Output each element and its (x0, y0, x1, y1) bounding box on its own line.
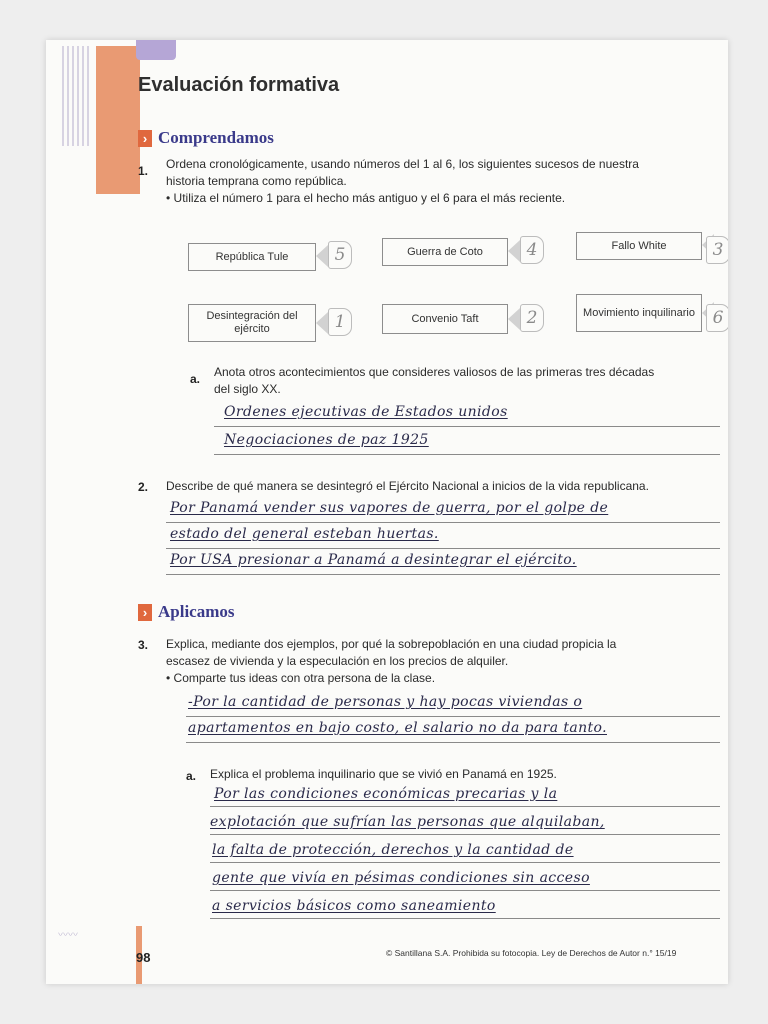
order-number-box[interactable]: 4 (520, 236, 544, 264)
question-number: 2. (138, 480, 149, 494)
handwritten-answer[interactable]: Por las condiciones económicas precarias y la (214, 786, 558, 802)
copyright-footer: © Santillana S.A. Prohibida su fotocopia. Ley de Derechos de Autor n.° 15/19 (386, 948, 677, 958)
margin-stripes (62, 46, 92, 146)
subquestion-letter: a. (190, 372, 201, 386)
bullet-item: • Comparte tus ideas con otra persona de la clase. (166, 671, 436, 685)
textbook-page (46, 40, 728, 984)
order-number-box[interactable]: 3 (706, 236, 728, 264)
page-number: 98 (136, 950, 151, 965)
answer-line (214, 426, 720, 427)
order-number-box[interactable]: 5 (328, 241, 352, 269)
answer-line (210, 834, 720, 835)
handwritten-answer[interactable]: Por Panamá vender sus vapores de guerra, por el golpe de (170, 500, 609, 516)
answer-line (210, 890, 720, 891)
question-number: 3. (138, 638, 149, 652)
handwritten-answer[interactable]: Por USA presionar a Panamá a desintegrar el ejército. (170, 552, 577, 568)
event-card: Fallo White (576, 232, 702, 260)
handwritten-answer[interactable]: -Por la cantidad de personas y hay pocas viviendas o (188, 694, 583, 710)
answer-line (210, 918, 720, 919)
answer-line (210, 862, 720, 863)
answer-line (210, 806, 720, 807)
arrow-left-icon (316, 312, 328, 334)
chevron-right-icon: › (138, 130, 152, 147)
question-text-line: Ordena cronológicamente, usando números del 1 al 6, los siguientes sucesos de nuestra (166, 157, 639, 171)
answer-line (166, 548, 720, 549)
chevron-right-icon: › (138, 604, 152, 621)
section-label: Aplicamos (158, 602, 235, 621)
question-text-line: Describe de qué manera se desintegró el Ejército Nacional a inicios de la vida republicana. (166, 479, 649, 493)
orange-tab (96, 46, 140, 194)
event-card: Movimiento inquilinario (576, 294, 702, 332)
order-number-box[interactable]: 2 (520, 304, 544, 332)
event-card: Guerra de Coto (382, 238, 508, 266)
event-card: República Tule (188, 243, 316, 271)
handwritten-answer[interactable]: Negociaciones de paz 1925 (224, 432, 429, 448)
answer-line (186, 742, 720, 743)
arrow-left-icon (508, 308, 520, 330)
arrow-left-icon (508, 240, 520, 262)
question-text-line: historia temprana como república. (166, 174, 347, 188)
question-text-line: Anota otros acontecimientos que consideres valiosos de las primeras tres décadas (214, 365, 655, 379)
handwritten-answer[interactable]: gente que vivía en pésimas condiciones sin acceso (212, 870, 590, 886)
section-comprendamos (138, 128, 274, 148)
bullet-item: • Utiliza el número 1 para el hecho más antiguo y el 6 para el más reciente. (166, 191, 566, 205)
arrow-left-icon (316, 245, 328, 267)
question-text-line: escasez de vivienda y la especulación en los precios de alquiler. (166, 654, 509, 668)
decorative-squiggle: 〰〰 (58, 930, 78, 941)
question-text-line: del siglo XX. (214, 382, 281, 396)
handwritten-answer[interactable]: apartamentos en bajo costo, el salario no da para tanto. (188, 720, 607, 736)
answer-line (186, 716, 720, 717)
handwritten-answer[interactable]: Ordenes ejecutivas de Estados unidos (224, 404, 508, 420)
answer-line (214, 454, 720, 455)
section-aplicamos (138, 602, 235, 622)
bullet-text: Utiliza el número 1 para el hecho más antiguo y el 6 para el más reciente. (173, 191, 566, 205)
purple-tab (136, 40, 176, 60)
question-text-line: Explica el problema inquilinario que se vivió en Panamá en 1925. (210, 767, 557, 781)
answer-line (166, 522, 720, 523)
answer-line (166, 574, 720, 575)
page-title: Evaluación formativa (138, 74, 340, 96)
handwritten-answer[interactable]: a servicios básicos como saneamiento (212, 898, 496, 914)
event-card: Convenio Taft (382, 304, 508, 334)
handwritten-answer[interactable]: explotación que sufrían las personas que alquilaban, (210, 814, 605, 830)
order-number-box[interactable]: 6 (706, 304, 728, 332)
handwritten-answer[interactable]: estado del general esteban huertas. (170, 526, 439, 542)
handwritten-answer[interactable]: la falta de protección, derechos y la cantidad de (212, 842, 574, 858)
bullet-text: Comparte tus ideas con otra persona de la clase. (173, 671, 436, 685)
question-number: 1. (138, 164, 149, 178)
subquestion-letter: a. (186, 769, 197, 783)
question-text-line: Explica, mediante dos ejemplos, por qué la sobrepoblación en una ciudad propicia la (166, 637, 617, 651)
order-number-box[interactable]: 1 (328, 308, 352, 336)
event-card: Desintegración del ejército (188, 304, 316, 342)
section-label: Comprendamos (158, 128, 274, 147)
